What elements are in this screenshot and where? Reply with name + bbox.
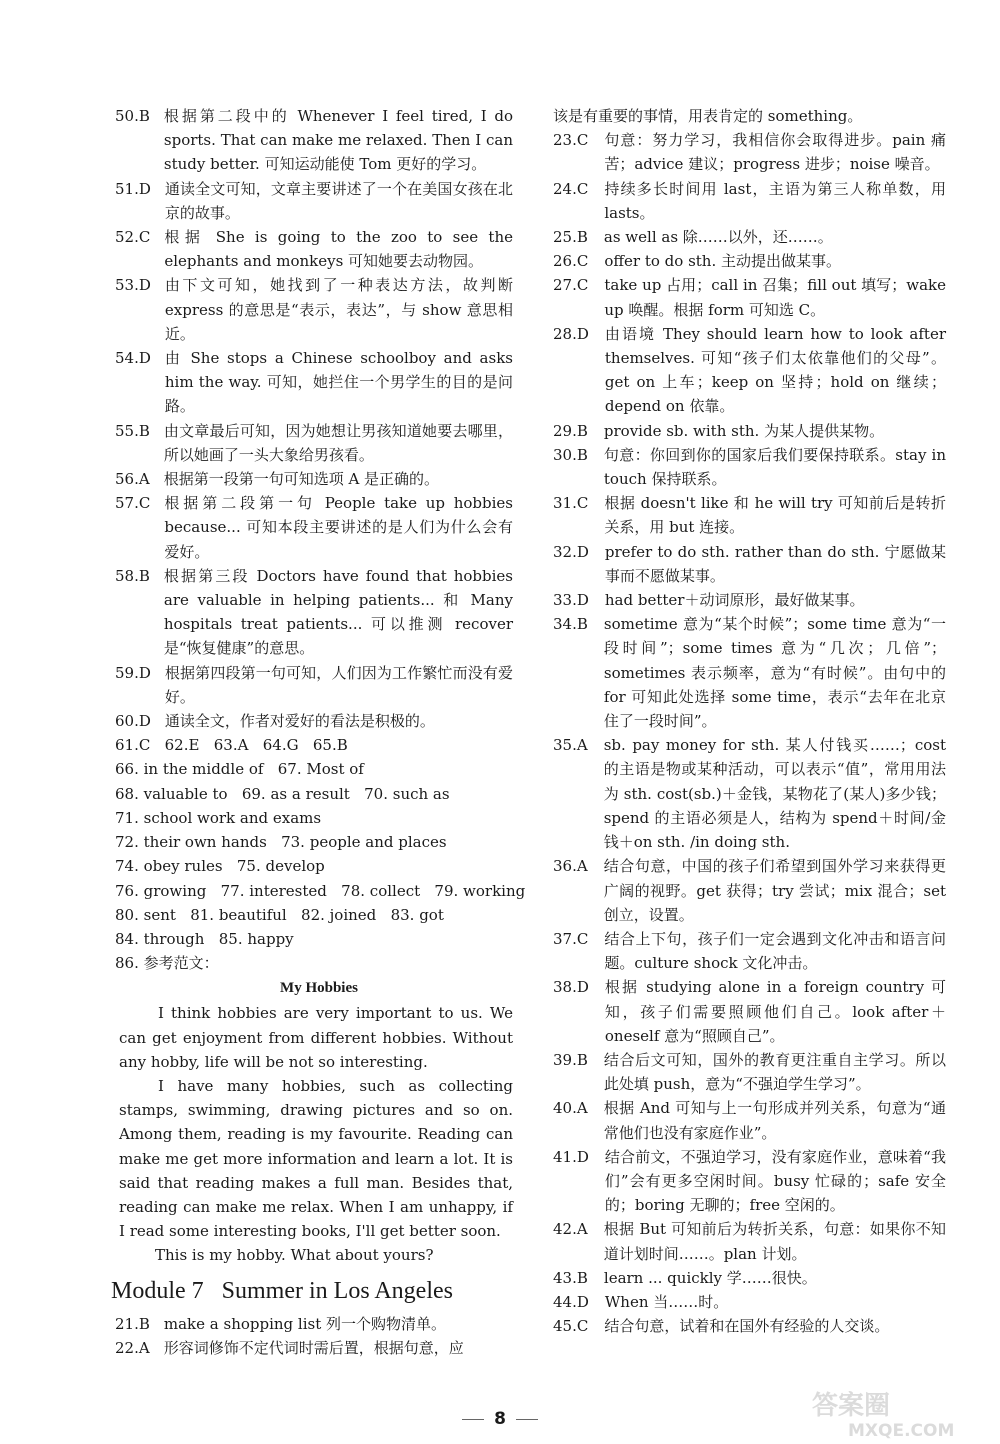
answer-explanation: 根据 But 可知前后为转折关系，句意：如果你不知道计划时间……。plan 计划。 (603, 1220, 946, 1263)
answer-explanation: When 当……时。 (604, 1292, 729, 1311)
answer-number: 50.B (115, 107, 150, 125)
answer-entry (553, 1145, 946, 1218)
answer-explanation: 由语境 They should learn how to look after themselves. 可知“孩子们太依靠他们的父母”。get on 上车；keep on 坚持；hold on 继续；depend on 依靠。 (604, 324, 946, 416)
answer-entry (553, 1266, 946, 1290)
answer-entry (115, 273, 513, 346)
answer-number: 38.D (553, 978, 589, 997)
answer-number: 34.B (553, 615, 588, 634)
module-heading: Module 7 Summer in Los Angeles (111, 1277, 453, 1304)
answer-explanation: 根据 doesn't like 和 he will try 可知前后是转折关系，用 but 连接。 (604, 494, 946, 537)
answer-number: 35.A (553, 736, 588, 755)
answer-entry (553, 491, 946, 539)
answer-line: 72. their own hands 73. people and places (115, 833, 447, 852)
answer-entry (553, 1217, 946, 1265)
essay-paragraph: I have many hobbies, such as collecting stamps, swimming, drawing pictures and so on. Among them, reading is my favourite. Reading can make me get more information and learn a lot. It is said that reading makes a full man. Besides that, reading can make me relax. When I am unhappy, if I read some interesting books, I'll get better soon. (119, 1076, 513, 1241)
answer-number: 21.B (115, 1314, 150, 1333)
answer-line: 71. school work and exams (115, 808, 322, 827)
answer-entry (115, 564, 513, 661)
answer-number: 31.C (553, 494, 589, 513)
answer-number: 33.D (553, 591, 589, 610)
page-number: 8 (494, 1409, 506, 1429)
answer-explanation: 根据 studying alone in a foreign country 可知，孩子们需要照顾他们自己。look after＋oneself 意为“照顾自己”。 (604, 978, 946, 1045)
answer-explanation: 由文章最后可知，因为她想让男孩知道她要去哪里，所以她画了一头大象给男孩看。 (163, 421, 513, 464)
answer-number: 22.A (115, 1338, 150, 1357)
answer-entry (553, 612, 946, 733)
answer-number: 60.D (115, 712, 151, 731)
answer-explanation: make a shopping list 列一个购物清单。 (163, 1314, 447, 1333)
answer-entry (553, 273, 946, 321)
essay-paragraph: I think hobbies are very important to us. We can get enjoyment from different hobbies. Without any hobby, life will be not so interesting. (119, 1004, 513, 1071)
answer-number: 29.B (553, 421, 588, 440)
answer-explanation: provide sb. with sth. 为某人提供某物。 (603, 421, 885, 440)
answer-entry (553, 1048, 946, 1096)
answer-number: 41.D (553, 1147, 589, 1166)
answer-entry (553, 419, 946, 443)
answer-explanation: 结合句意，试着和在国外有经验的人交谈。 (604, 1317, 890, 1336)
answer-line: 86. 参考范文： (115, 954, 219, 973)
answer-entry (553, 540, 946, 588)
answer-explanation: as well as 除……以外，还……。 (603, 228, 833, 247)
answer-explanation: 通读全文可知，文章主要讲述了一个在美国女孩在北京的故事。 (164, 179, 513, 222)
answer-entry (115, 491, 513, 564)
answer-explanation: 结合前文，不强迫学习，没有家庭作业，意味着“我们”会有更多空闲时间。busy 忙碌的；safe 安全的；boring 无聊的；free 空闲的。 (604, 1147, 946, 1215)
answer-entry (115, 709, 513, 733)
answer-number: 26.C (553, 252, 589, 271)
answer-entry (115, 1336, 513, 1360)
answer-explanation: 通读全文，作者对爱好的看法是积极的。 (164, 712, 435, 731)
answer-explanation: take up 占用；call in 召集；fill out 填写；wake up 唤醒。根据 form 可知选 C。 (604, 276, 946, 319)
answer-explanation: prefer to do sth. rather than do sth. 宁愿做某事而不愿做某事。 (604, 542, 946, 585)
answer-explanation: had better＋动词原形，最好做某事。 (604, 591, 865, 610)
answer-number: 43.B (553, 1268, 588, 1287)
answer-line: 80. sent 81. beautiful 82. joined 83. got (115, 905, 444, 924)
answer-number: 30.B (553, 445, 588, 464)
answer-number: 44.D (553, 1292, 589, 1311)
answer-explanation: 句意：努力学习，我相信你会取得进步。pain 痛苦；advice 建议；progress 进步；noise 噪音。 (604, 131, 946, 174)
answer-line: 84. through 85. happy (115, 929, 294, 948)
footer-rule-left (462, 1419, 484, 1420)
answer-number: 23.C (553, 131, 589, 150)
answer-entry (553, 733, 946, 854)
answer-number: 58.B (115, 566, 150, 585)
answer-entry (553, 322, 946, 419)
answer-explanation: 根据 She is going to the zoo to see the elephants and monkeys 可知她要去动物园。 (164, 228, 513, 271)
answer-explanation: 句意：你回到你的国家后我们要保持联系。stay in touch 保持联系。 (603, 445, 946, 489)
svg-text:答案圈: 答案圈 (812, 1391, 891, 1421)
answer-number: 56.A (115, 470, 150, 489)
answer-entry (115, 346, 513, 419)
right-column (553, 104, 946, 1338)
answer-number: 51.D (115, 179, 151, 198)
answer-number: 37.C (553, 929, 589, 948)
answer-line: 76. growing 77. interested 78. collect 79. working (115, 881, 526, 900)
footer-rule-right (516, 1419, 538, 1420)
answer-entry (553, 1314, 946, 1338)
answer-number: 36.A (553, 857, 588, 876)
answer-explanation: learn ... quickly 学……很快。 (603, 1268, 817, 1287)
answer-explanation: 根据第三段 Doctors have found that hobbies are valuable in helping patients... 和 Many hospitals treat patients... 可以推测 recover 是“恢复健康”的意思。 (163, 566, 513, 658)
answer-entry (115, 661, 513, 709)
answer-number: 42.A (553, 1220, 588, 1239)
answer-entry (553, 443, 946, 491)
answer-number: 32.D (553, 542, 589, 561)
answer-entry (115, 1312, 513, 1336)
answer-number: 57.C (115, 494, 151, 513)
answer-explanation: 根据第一段第一句可知选项 A 是正确的。 (163, 470, 440, 489)
watermark-logo (808, 1384, 978, 1440)
answer-explanation: 结合句意，中国的孩子们希望到国外学习来获得更广阔的视野。get 获得；try 尝试；mix 混合；set 创立，设置。 (603, 857, 946, 924)
answer-number: 25.B (553, 228, 588, 247)
left-column (111, 104, 526, 1360)
answer-entry (553, 1096, 946, 1144)
answer-explanation: 由下文可知，她找到了一种表达方法，故判断 express 的意思是“表示，表达”，与 show 意思相近。 (164, 276, 513, 343)
answer-number: 59.D (115, 663, 151, 682)
answer-number: 54.D (115, 349, 151, 368)
answer-entry (553, 927, 946, 975)
answer-number: 55.B (115, 421, 150, 440)
answer-entry (115, 177, 513, 225)
answer-entry (553, 128, 946, 176)
answer-line: 61.C 62.E 63.A 64.G 65.B (115, 736, 348, 755)
svg-text:MXQE.COM: MXQE.COM (848, 1421, 955, 1440)
answer-entry (115, 467, 513, 491)
answer-entry (115, 104, 513, 177)
answer-entry (553, 975, 946, 1048)
answer-explanation: 根据 And 可知与上一句形成并列关系，句意为“通常他们也没有家庭作业”。 (603, 1099, 946, 1142)
answer-explanation: 根据第二段第一句 People take up hobbies because... 可知本段主要讲述的是人们为什么会有爱好。 (164, 494, 513, 561)
answer-line: 74. obey rules 75. develop (115, 857, 325, 876)
answer-explanation: 持续多长时间用 last，主语为第三人称单数，用 lasts。 (604, 179, 946, 222)
answer-number: 40.A (553, 1099, 588, 1118)
answer-explanation: 形容词修饰不定代词时需后置，根据句意，应 (163, 1338, 464, 1357)
answer-number: 45.C (553, 1317, 589, 1336)
answer-entry (553, 177, 946, 225)
answer-explanation: sometime 意为“某个时候”；some time 意为“一段时间”；some times 意为“几次；几倍”；sometimes 表示频率，意为“有时候”。由句中的 for 可知此处选择 some time，表示“去年在北京住了一段时间”。 (603, 615, 946, 731)
answer-entry (553, 588, 946, 612)
essay-closing: This is my hobby. What about yours? (155, 1246, 434, 1265)
answer-explanation: 根据第二段中的 Whenever I feel tired, I do sports. That can make me relaxed. Then I can study better. 可知运动能使 Tom 更好的学习。 (163, 107, 513, 174)
answer-entry (553, 225, 946, 249)
answer-line: 68. valuable to 69. as a result 70. such as (115, 784, 450, 803)
answer-explanation: 结合后文可知，国外的教育更注重自主学习。所以此处填 push，意为“不强迫学生学习”。 (603, 1050, 946, 1094)
answer-entry (115, 225, 513, 273)
answer-number: 39.B (553, 1050, 588, 1069)
answer-explanation: 由 She stops a Chinese schoolboy and asks him the way. 可知，她拦住一个男学生的目的是问路。 (164, 349, 513, 416)
answer-number: 28.D (553, 324, 589, 343)
answer-number: 53.D (115, 276, 151, 295)
answer-entry (553, 1290, 946, 1314)
answer-explanation: 根据第四段第一句可知，人们因为工作繁忙而没有爱好。 (164, 663, 513, 706)
answer-explanation: 结合上下句，孩子们一定会遇到文化冲击和语言问题。culture shock 文化冲击。 (604, 929, 946, 973)
answer-number: 24.C (553, 179, 589, 198)
answer-explanation: sb. pay money for sth. 某人付钱买……；cost 的主语是物或某种活动，可以表示“值”，常用用法为 sth. cost(sb.)＋金钱，某物花了(某人)多少钱；spend 的主语必须是人，结构为 spend＋时间/金钱＋on sth. /in doing sth. (603, 736, 946, 852)
answer-number: 27.C (553, 276, 589, 295)
essay-title: My Hobbies (280, 980, 358, 997)
answer-number: 52.C (115, 228, 151, 247)
continued-text: 该是有重要的事情，用表肯定的 something。 (553, 107, 863, 125)
answer-entry (553, 249, 946, 273)
answer-explanation: offer to do sth. 主动提出做某事。 (604, 252, 841, 271)
answer-entry (115, 419, 513, 467)
answer-entry (553, 854, 946, 927)
answer-line: 66. in the middle of 67. Most of (115, 760, 364, 779)
